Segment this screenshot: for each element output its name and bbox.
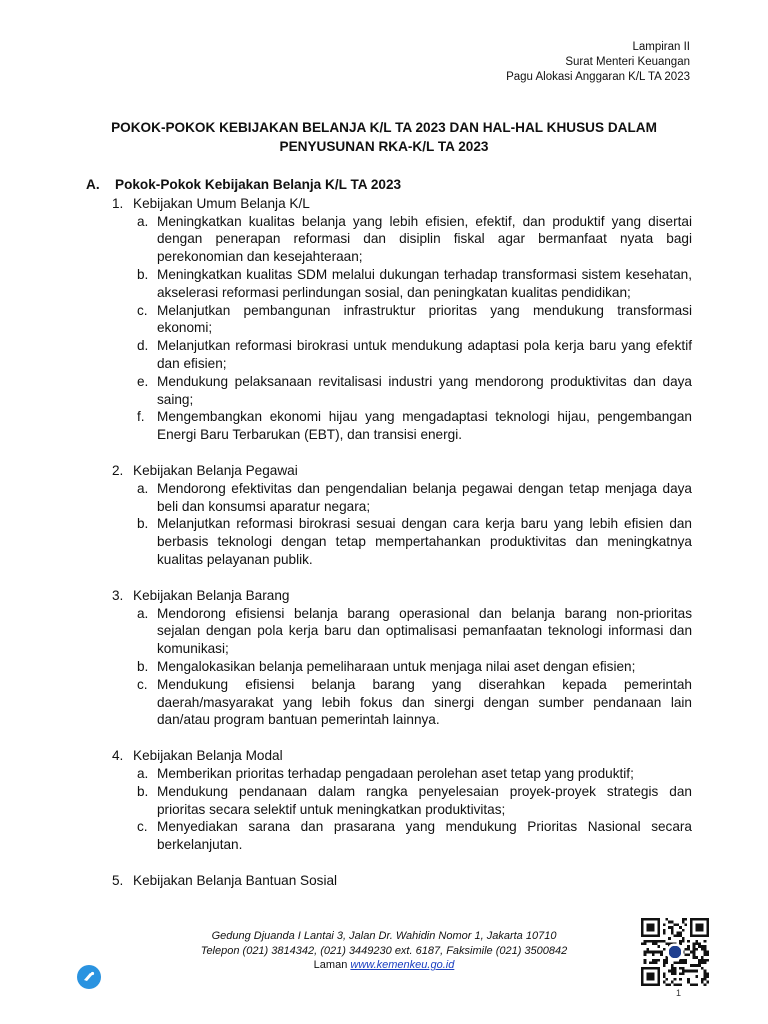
footer-phone: Telepon (021) 3814342, (021) 3449230 ext. 6187, Faksimile (021) 3500842: [200, 944, 568, 957]
ministry-badge-icon: [77, 965, 101, 989]
policy-item: [112, 747, 692, 854]
policy-subitem: [137, 765, 692, 783]
attachment-header: [506, 40, 690, 85]
policy-subitem: [137, 480, 692, 516]
policy-item-title: Kebijakan Belanja Barang: [133, 587, 290, 603]
policy-subitem: [137, 783, 692, 819]
policy-item-heading: [112, 587, 692, 605]
policy-subitem: [137, 408, 692, 444]
policy-subitem: [137, 266, 692, 302]
policy-subitem: [137, 515, 692, 568]
policy-subitem-text: Mendorong efisiensi belanja barang operasional dan belanja barang non-prioritas sejalan dengan pola kerja baru dan optimalisasi pemanfaatan teknologi informasi dan komunikasi;: [157, 605, 692, 657]
policy-subitem-text: Memberikan prioritas terhadap pengadaan perolehan aset tetap yang produktif;: [157, 765, 634, 781]
document-body: [86, 176, 692, 908]
policy-subitem-letter: d.: [137, 338, 149, 354]
policy-subitem-letter: b.: [137, 658, 149, 674]
policy-subitem: [137, 658, 692, 676]
footer-website-line: [100, 958, 668, 973]
policy-item: [112, 462, 692, 569]
policy-item: [112, 195, 692, 444]
policy-subitem-letter: b.: [137, 266, 149, 282]
policy-subitem: [137, 337, 692, 373]
policy-subitem-text: Meningkatkan kualitas SDM melalui dukungan terhadap transformasi sistem kesehatan, akselerasi reformasi perlindungan sosial, dan peningkatan kualitas pendidikan;: [157, 266, 692, 300]
policy-item-number: 2.: [112, 462, 124, 478]
policy-subitem: [137, 605, 692, 658]
document-title: [80, 118, 688, 156]
policy-subitem-letter: f.: [137, 409, 145, 425]
policy-subitem-letter: c.: [137, 819, 148, 835]
policy-item-title: Kebijakan Belanja Bantuan Sosial: [133, 872, 338, 888]
policy-item-title: Kebijakan Belanja Pegawai: [133, 462, 298, 478]
policy-list: [86, 195, 692, 890]
policy-subitem-text: Mendorong efektivitas dan pengendalian belanja pegawai dengan tetap menjaga daya beli dan konsumsi aparatur negara;: [157, 480, 692, 514]
policy-item-heading: [112, 872, 692, 890]
policy-subitem: [137, 302, 692, 338]
page-number: 1: [676, 988, 682, 998]
policy-subitem-letter: a.: [137, 480, 149, 496]
footer-laman-label: Laman: [313, 959, 348, 971]
policy-item-title: Kebijakan Belanja Modal: [133, 748, 283, 764]
policy-subitem-letter: a.: [137, 213, 149, 229]
policy-subitem-text: Meningkatkan kualitas belanja yang lebih efisien, efektif, dan produktif yang disertai dengan penerapan reformasi dan disiplin fiskal agar bermanfaat nyata bagi perekonomian dan kesejahteraan;: [157, 213, 692, 265]
policy-subitem-text: Mengembangkan ekonomi hijau yang mengadaptasi teknologi hijau, pengembangan Energi Baru Terbarukan (EBT), dan transisi energi.: [157, 409, 692, 443]
qr-code-icon: [641, 918, 709, 986]
policy-subitem-text: Melanjutkan reformasi birokrasi sesuai dengan cara kerja baru yang lebih efisien dan berbasis teknologi dengan tetap mempertahankan produktivitas dan meningkatnya kualitas pelayanan publik.: [157, 516, 692, 567]
policy-subitem-letter: a.: [137, 605, 149, 621]
section-heading: [86, 176, 692, 194]
policy-subitem-text: Menyediakan sarana dan prasarana yang mendukung Prioritas Nasional secara berkelanjutan.: [157, 819, 692, 853]
policy-item-number: 5.: [112, 872, 124, 888]
policy-subitem-letter: e.: [137, 373, 149, 389]
policy-subitem-text: Mengalokasikan belanja pemeliharaan untuk menjaga nilai aset dengan efisien;: [157, 658, 636, 674]
header-line: Lampiran II: [632, 41, 690, 53]
policy-subitem: [137, 373, 692, 409]
policy-subitem-letter: c.: [137, 676, 148, 692]
policy-subitem-letter: c.: [137, 302, 148, 318]
policy-subitem-text: Melanjutkan reformasi birokrasi untuk mendukung adaptasi pola kerja baru yang efektif dan efisien;: [157, 338, 692, 371]
policy-subitem-text: Melanjutkan pembangunan infrastruktur prioritas yang mendukung transformasi ekonomi;: [157, 302, 692, 336]
policy-subitem-letter: a.: [137, 765, 149, 781]
policy-item: [112, 872, 692, 890]
policy-subitem: [137, 676, 692, 729]
policy-subitem-letter: b.: [137, 783, 149, 799]
section-label: A.: [86, 177, 100, 192]
policy-subitem-letter: b.: [137, 516, 149, 532]
policy-item-title: Kebijakan Umum Belanja K/L: [133, 195, 310, 211]
policy-item-number: 4.: [112, 748, 124, 764]
policy-item-heading: [112, 747, 692, 765]
header-line: Surat Menteri Keuangan: [565, 56, 690, 68]
policy-item: [112, 587, 692, 729]
section-title: Pokok-Pokok Kebijakan Belanja K/L TA 2023: [115, 177, 402, 192]
title-line: PENYUSUNAN RKA-K/L TA 2023: [279, 139, 489, 154]
title-line: POKOK-POKOK KEBIJAKAN BELANJA K/L TA 2023 DAN HAL-HAL KHUSUS DALAM: [111, 120, 657, 135]
policy-item-number: 3.: [112, 587, 124, 603]
website-link[interactable]: www.kemenkeu.go.id: [350, 959, 455, 971]
policy-item-number: 1.: [112, 195, 124, 211]
footer: [100, 929, 668, 973]
policy-subitem-text: Mendukung pelaksanaan revitalisasi industri yang mendorong produktivitas dan daya saing;: [157, 373, 692, 407]
policy-subitem: [137, 213, 692, 266]
header-line: Pagu Alokasi Anggaran K/L TA 2023: [506, 71, 690, 83]
footer-address: Gedung Djuanda I Lantai 3, Jalan Dr. Wahidin Nomor 1, Jakarta 10710: [211, 930, 557, 942]
policy-item-heading: [112, 462, 692, 480]
policy-item-heading: [112, 195, 692, 213]
policy-subitem-text: Mendukung pendanaan dalam rangka penyelesaian proyek-proyek strategis dan prioritas secara selektif untuk meningkatkan produktivitas;: [157, 783, 692, 817]
policy-subitem-text: Mendukung efisiensi belanja barang yang diserahkan kepada pemerintah daerah/masyarakat yang lebih fokus dan sinergi dengan sumber pendanaan lain dan/atau program bantuan pemerintah lainnya.: [157, 676, 692, 728]
policy-subitem: [137, 818, 692, 854]
